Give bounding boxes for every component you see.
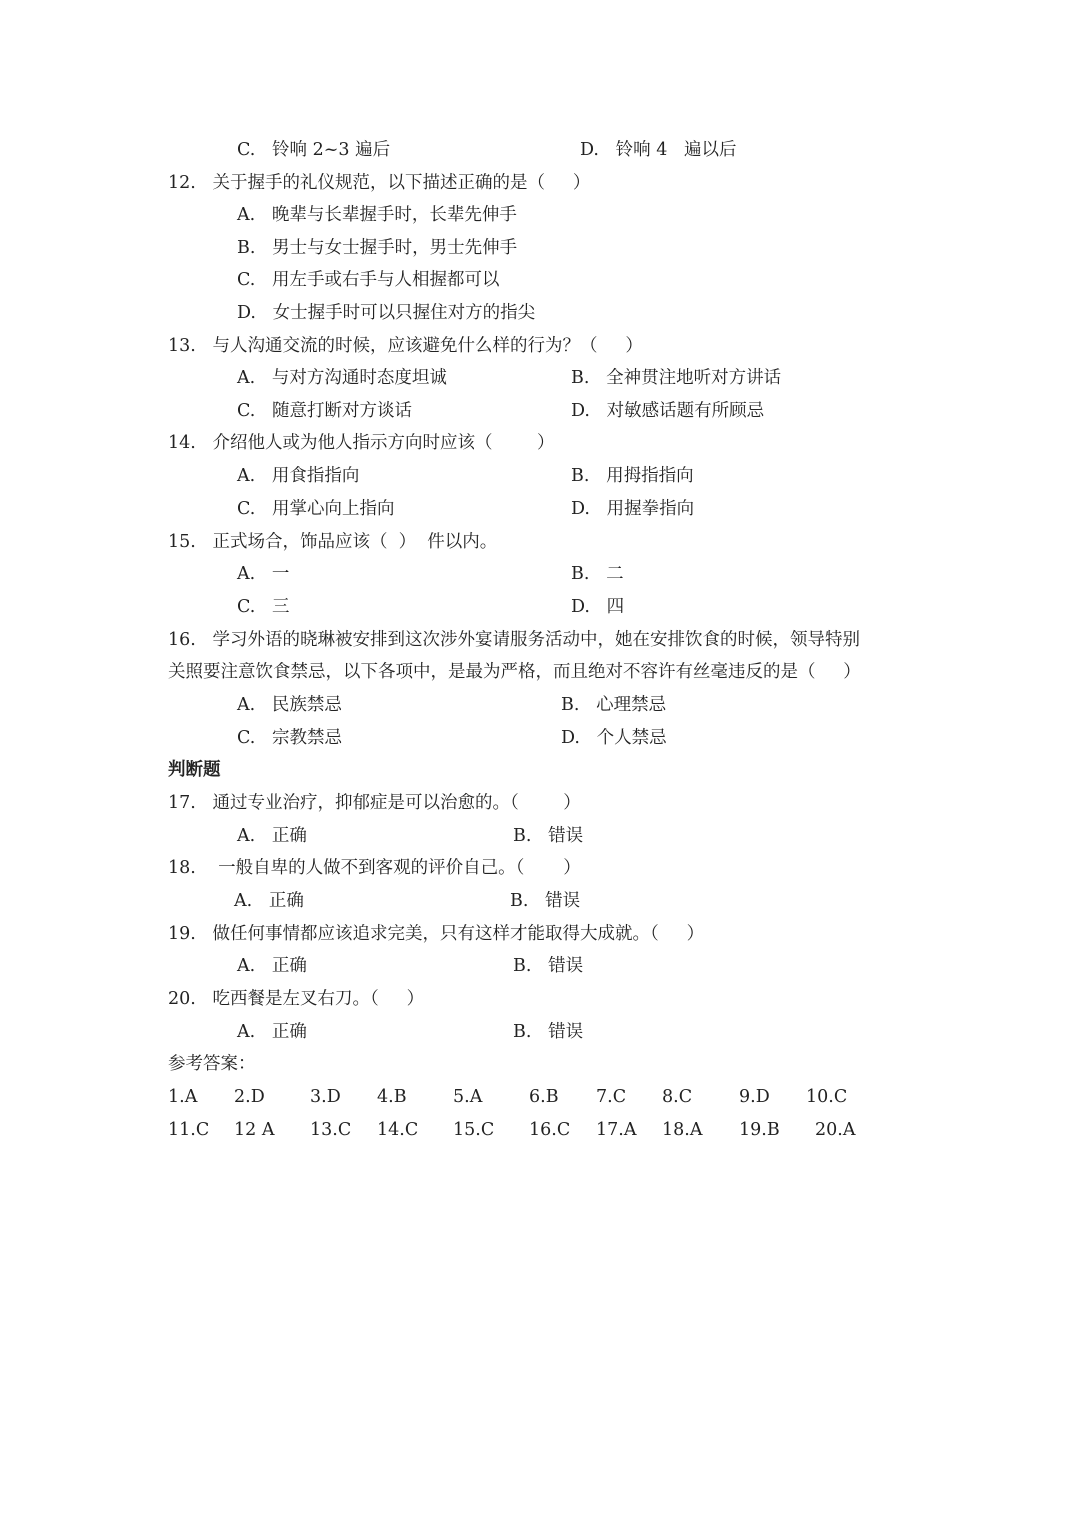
q15-option-d: D. 四 <box>571 597 625 617</box>
answer-item: 7.C <box>596 1087 627 1107</box>
q14-option-a: A. 用食指指向 <box>237 466 360 486</box>
q12-option-b: B. 男士与女士握手时，男士先伸手 <box>237 238 518 258</box>
answer-item: 5.A <box>453 1087 483 1107</box>
q15-option-c: C. 三 <box>237 597 290 617</box>
answer-item: 10.C <box>806 1087 848 1107</box>
q19-option-a: A. 正确 <box>237 956 307 976</box>
answer-item: 2.D <box>234 1087 265 1107</box>
answers-title: 参考答案： <box>168 1054 256 1074</box>
q14-option-c: C. 用掌心向上指向 <box>237 499 395 519</box>
answer-item: 14.C <box>377 1120 419 1140</box>
q12-option-d: D. 女士握手时可以只握住对方的指尖 <box>237 303 536 323</box>
answer-item: 3.D <box>310 1087 341 1107</box>
answer-item: 17.A <box>596 1120 637 1140</box>
q18-option-b: B. 错误 <box>510 891 581 911</box>
q20-stem: 20. 吃西餐是左叉右刀。（ ） <box>168 989 425 1009</box>
q13-option-c: C. 随意打断对方谈话 <box>237 401 413 421</box>
q11-option-c: C. 铃响 2~3 遍后 <box>237 140 391 160</box>
q12-option-a: A. 晚辈与长辈握手时，长辈先伸手 <box>237 205 517 225</box>
q12-stem: 12. 关于握手的礼仪规范，以下描述正确的是（ ） <box>168 173 591 193</box>
q16-option-b: B. 心理禁忌 <box>561 695 667 715</box>
answer-item: 16.C <box>529 1120 571 1140</box>
answer-item: 19.B <box>739 1120 780 1140</box>
q16-option-a: A. 民族禁忌 <box>237 695 342 715</box>
q12-option-c: C. 用左手或右手与人相握都可以 <box>237 270 500 290</box>
q17-option-b: B. 错误 <box>513 826 584 846</box>
q16-option-d: D. 个人禁忌 <box>561 728 667 748</box>
q14-option-d: D. 用握拳指向 <box>571 499 695 519</box>
q14-stem: 14. 介绍他人或为他人指示方向时应该（ ） <box>168 433 555 453</box>
q11-option-d: D. 铃响 4 遍以后 <box>580 140 737 160</box>
answer-item: 20.A <box>815 1120 856 1140</box>
q15-stem: 15. 正式场合，饰品应该（ ） 件以内。 <box>168 532 498 552</box>
q17-stem: 17. 通过专业治疗，抑郁症是可以治愈的。（ ） <box>168 793 581 813</box>
q16-stem-line1: 16. 学习外语的晓琳被安排到这次涉外宴请服务活动中，她在安排饮食的时候，领导特别 <box>168 630 861 650</box>
q13-stem: 13. 与人沟通交流的时候，应该避免什么样的行为？（ ） <box>168 336 643 356</box>
q15-option-a: A. 一 <box>237 564 290 584</box>
answer-item: 1.A <box>168 1087 198 1107</box>
q19-option-b: B. 错误 <box>513 956 584 976</box>
answer-item: 18.A <box>662 1120 703 1140</box>
q20-option-a: A. 正确 <box>237 1022 307 1042</box>
q20-option-b: B. 错误 <box>513 1022 584 1042</box>
q19-stem: 19. 做任何事情都应该追求完美，只有这样才能取得大成就。（ ） <box>168 924 705 944</box>
answer-item: 11.C <box>168 1120 210 1140</box>
q13-option-d: D. 对敏感话题有所顾忌 <box>571 401 765 421</box>
q16-option-c: C. 宗教禁忌 <box>237 728 343 748</box>
answer-item: 15.C <box>453 1120 495 1140</box>
answer-item: 12 A <box>234 1120 275 1140</box>
q18-stem: 18. 一般自卑的人做不到客观的评价自己。（ ） <box>168 858 581 878</box>
answer-item: 4.B <box>377 1087 407 1107</box>
answer-item: 8.C <box>662 1087 693 1107</box>
answer-item: 13.C <box>310 1120 352 1140</box>
q13-option-b: B. 全神贯注地听对方讲话 <box>571 368 782 388</box>
q16-stem-line2: 关照要注意饮食禁忌，以下各项中，是最为严格，而且绝对不容许有丝毫违反的是（ ） <box>168 662 861 682</box>
section-title-true-false: 判断题 <box>168 760 221 780</box>
q17-option-a: A. 正确 <box>237 826 307 846</box>
q18-option-a: A. 正确 <box>234 891 304 911</box>
q13-option-a: A. 与对方沟通时态度坦诚 <box>237 368 447 388</box>
answer-item: 6.B <box>529 1087 559 1107</box>
q14-option-b: B. 用拇指指向 <box>571 466 694 486</box>
q15-option-b: B. 二 <box>571 564 624 584</box>
answer-item: 9.D <box>739 1087 770 1107</box>
